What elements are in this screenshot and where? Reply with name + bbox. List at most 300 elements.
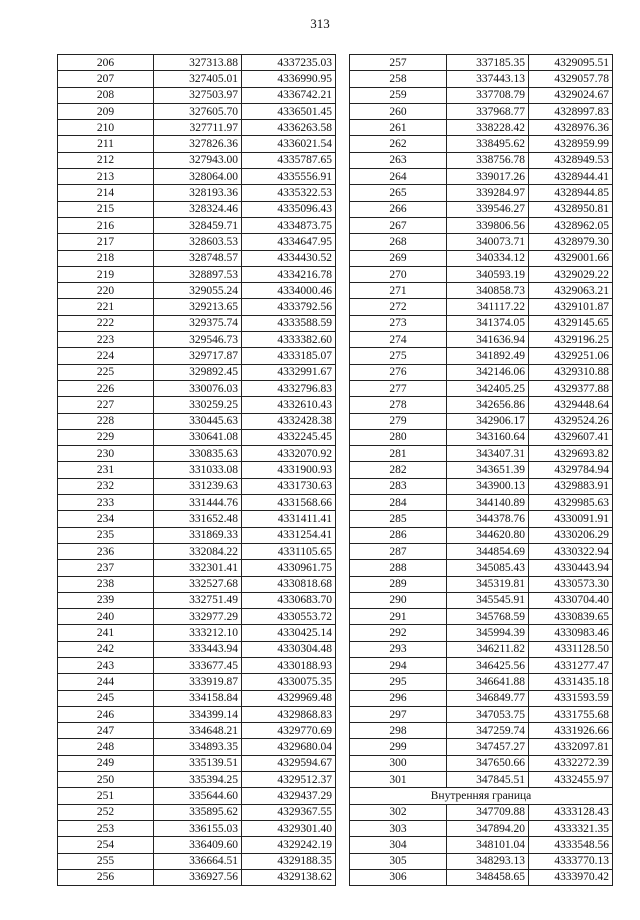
table-row: [350, 152, 613, 168]
y-coordinate: 4329057.78: [529, 71, 613, 87]
table-row: [58, 495, 336, 511]
table-row: [58, 609, 336, 625]
table-row: [350, 527, 613, 543]
x-coordinate: 328748.57: [154, 250, 242, 266]
x-coordinate: 327503.97: [154, 87, 242, 103]
point-number: 214: [58, 185, 154, 201]
x-coordinate: 328459.71: [154, 217, 242, 233]
y-coordinate: 4328950.81: [529, 201, 613, 217]
table-row: [58, 429, 336, 445]
point-number: 248: [58, 739, 154, 755]
y-coordinate: 4328959.99: [529, 136, 613, 152]
y-coordinate: 4336742.21: [242, 87, 336, 103]
x-coordinate: 338495.62: [447, 136, 529, 152]
point-number: 225: [58, 364, 154, 380]
y-coordinate: 4332455.97: [529, 772, 613, 788]
x-coordinate: 327313.88: [154, 55, 242, 71]
point-number: 227: [58, 397, 154, 413]
x-coordinate: 330641.08: [154, 429, 242, 445]
table-row: [58, 380, 336, 396]
table-row: [58, 71, 336, 87]
x-coordinate: 332527.68: [154, 576, 242, 592]
table-row: [350, 462, 613, 478]
point-number: 252: [58, 804, 154, 820]
x-coordinate: 347709.88: [447, 804, 529, 820]
x-coordinate: 331652.48: [154, 511, 242, 527]
point-number: 267: [350, 217, 447, 233]
y-coordinate: 4333321.35: [529, 820, 613, 836]
section-label: Внутренняя граница: [350, 788, 613, 804]
x-coordinate: 348293.13: [447, 853, 529, 869]
point-number: 216: [58, 217, 154, 233]
y-coordinate: 4333128.43: [529, 804, 613, 820]
y-coordinate: 4331411.41: [242, 511, 336, 527]
table-row: [58, 657, 336, 673]
table-row: [350, 837, 613, 853]
y-coordinate: 4330961.75: [242, 560, 336, 576]
x-coordinate: 348101.04: [447, 837, 529, 853]
y-coordinate: 4332272.39: [529, 755, 613, 771]
table-row: [350, 576, 613, 592]
point-number: 289: [350, 576, 447, 592]
table-row: [350, 446, 613, 462]
y-coordinate: 4331105.65: [242, 543, 336, 559]
point-number: 264: [350, 169, 447, 185]
y-coordinate: 4331730.63: [242, 478, 336, 494]
table-row: [350, 413, 613, 429]
x-coordinate: 327711.97: [154, 120, 242, 136]
y-coordinate: 4332428.38: [242, 413, 336, 429]
table-row: [58, 560, 336, 576]
y-coordinate: 4329524.26: [529, 413, 613, 429]
y-coordinate: 4330322.94: [529, 543, 613, 559]
y-coordinate: 4333792.56: [242, 299, 336, 315]
point-number: 247: [58, 723, 154, 739]
point-number: 256: [58, 869, 154, 885]
x-coordinate: 340334.12: [447, 250, 529, 266]
point-number: 272: [350, 299, 447, 315]
table-row: [58, 299, 336, 315]
table-row: [58, 55, 336, 71]
y-coordinate: 4333588.59: [242, 315, 336, 331]
x-coordinate: 334158.84: [154, 690, 242, 706]
point-number: 265: [350, 185, 447, 201]
table-row: [350, 87, 613, 103]
y-coordinate: 4337235.03: [242, 55, 336, 71]
table-row: [58, 690, 336, 706]
point-number: 229: [58, 429, 154, 445]
table-row: [58, 413, 336, 429]
x-coordinate: 335394.25: [154, 772, 242, 788]
x-coordinate: 344378.76: [447, 511, 529, 527]
point-number: 222: [58, 315, 154, 331]
x-coordinate: 340593.19: [447, 266, 529, 282]
y-coordinate: 4329680.04: [242, 739, 336, 755]
point-number: 217: [58, 234, 154, 250]
y-coordinate: 4332070.92: [242, 446, 336, 462]
point-number: 263: [350, 152, 447, 168]
table-row: [58, 706, 336, 722]
table-row: [350, 364, 613, 380]
point-number: 235: [58, 527, 154, 543]
y-coordinate: 4336501.45: [242, 103, 336, 119]
y-coordinate: 4328997.83: [529, 103, 613, 119]
y-coordinate: 4331277.47: [529, 657, 613, 673]
y-coordinate: 4336021.54: [242, 136, 336, 152]
x-coordinate: 337443.13: [447, 71, 529, 87]
y-coordinate: 4336990.95: [242, 71, 336, 87]
x-coordinate: 330259.25: [154, 397, 242, 413]
x-coordinate: 336664.51: [154, 853, 242, 869]
point-number: 275: [350, 348, 447, 364]
x-coordinate: 347053.75: [447, 706, 529, 722]
y-coordinate: 4330839.65: [529, 609, 613, 625]
table-row: [58, 674, 336, 690]
y-coordinate: 4330704.40: [529, 592, 613, 608]
table-row: [58, 87, 336, 103]
point-number: 290: [350, 592, 447, 608]
x-coordinate: 345768.59: [447, 609, 529, 625]
y-coordinate: 4330075.35: [242, 674, 336, 690]
y-coordinate: 4329377.88: [529, 380, 613, 396]
x-coordinate: 348458.65: [447, 869, 529, 885]
y-coordinate: 4329969.48: [242, 690, 336, 706]
x-coordinate: 343160.64: [447, 429, 529, 445]
x-coordinate: 347259.74: [447, 723, 529, 739]
y-coordinate: 4331593.59: [529, 690, 613, 706]
y-coordinate: 4329301.40: [242, 820, 336, 836]
y-coordinate: 4335556.91: [242, 169, 336, 185]
point-number: 276: [350, 364, 447, 380]
y-coordinate: 4329512.37: [242, 772, 336, 788]
x-coordinate: 340073.71: [447, 234, 529, 250]
x-coordinate: 347650.66: [447, 755, 529, 771]
point-number: 218: [58, 250, 154, 266]
point-number: 245: [58, 690, 154, 706]
point-number: 288: [350, 560, 447, 576]
table-row: [58, 723, 336, 739]
point-number: 261: [350, 120, 447, 136]
x-coordinate: 339806.56: [447, 217, 529, 233]
point-number: 232: [58, 478, 154, 494]
y-coordinate: 4333770.13: [529, 853, 613, 869]
table-row: [58, 217, 336, 233]
y-coordinate: 4329770.69: [242, 723, 336, 739]
point-number: 209: [58, 103, 154, 119]
point-number: 300: [350, 755, 447, 771]
point-number: 242: [58, 641, 154, 657]
x-coordinate: 327605.70: [154, 103, 242, 119]
x-coordinate: 346425.56: [447, 657, 529, 673]
table-row: [350, 299, 613, 315]
y-coordinate: 4329024.67: [529, 87, 613, 103]
table-row: [350, 706, 613, 722]
y-coordinate: 4334000.46: [242, 283, 336, 299]
table-row: [58, 169, 336, 185]
point-number: 243: [58, 657, 154, 673]
table-row: [58, 446, 336, 462]
table-row: [350, 315, 613, 331]
point-number: 297: [350, 706, 447, 722]
x-coordinate: 338228.42: [447, 120, 529, 136]
x-coordinate: 328324.46: [154, 201, 242, 217]
y-coordinate: 4329101.87: [529, 299, 613, 315]
section-header-row: [350, 788, 613, 804]
y-coordinate: 4331900.93: [242, 462, 336, 478]
point-number: 212: [58, 152, 154, 168]
table-row: [58, 120, 336, 136]
table-row: [350, 592, 613, 608]
x-coordinate: 327943.00: [154, 152, 242, 168]
table-row: [58, 201, 336, 217]
point-number: 271: [350, 283, 447, 299]
y-coordinate: 4335096.43: [242, 201, 336, 217]
table-row: [350, 674, 613, 690]
point-number: 226: [58, 380, 154, 396]
x-coordinate: 337968.77: [447, 103, 529, 119]
table-row: [58, 478, 336, 494]
point-number: 228: [58, 413, 154, 429]
y-coordinate: 4330818.68: [242, 576, 336, 592]
x-coordinate: 346211.82: [447, 641, 529, 657]
table-row: [58, 837, 336, 853]
x-coordinate: 329213.65: [154, 299, 242, 315]
point-number: 220: [58, 283, 154, 299]
x-coordinate: 334648.21: [154, 723, 242, 739]
x-coordinate: 328897.53: [154, 266, 242, 282]
point-number: 305: [350, 853, 447, 869]
table-row: [350, 804, 613, 820]
y-coordinate: 4329145.65: [529, 315, 613, 331]
y-coordinate: 4330573.30: [529, 576, 613, 592]
table-row: [58, 527, 336, 543]
y-coordinate: 4329693.82: [529, 446, 613, 462]
point-number: 266: [350, 201, 447, 217]
table-row: [58, 739, 336, 755]
y-coordinate: 4332097.81: [529, 739, 613, 755]
point-number: 259: [350, 87, 447, 103]
x-coordinate: 329546.73: [154, 332, 242, 348]
point-number: 296: [350, 690, 447, 706]
table-row: [58, 853, 336, 869]
x-coordinate: 344140.89: [447, 495, 529, 511]
x-coordinate: 327826.36: [154, 136, 242, 152]
table-row: [350, 136, 613, 152]
x-coordinate: 329055.24: [154, 283, 242, 299]
point-number: 208: [58, 87, 154, 103]
y-coordinate: 4329883.91: [529, 478, 613, 494]
x-coordinate: 332084.22: [154, 543, 242, 559]
table-row: [350, 657, 613, 673]
point-number: 224: [58, 348, 154, 364]
coordinates-table-right: [349, 54, 613, 886]
y-coordinate: 4333970.42: [529, 869, 613, 885]
table-row: [350, 641, 613, 657]
x-coordinate: 331869.33: [154, 527, 242, 543]
table-row: [350, 201, 613, 217]
point-number: 306: [350, 869, 447, 885]
point-number: 250: [58, 772, 154, 788]
point-number: 210: [58, 120, 154, 136]
y-coordinate: 4332796.83: [242, 380, 336, 396]
point-number: 233: [58, 495, 154, 511]
table-row: [350, 397, 613, 413]
y-coordinate: 4329985.63: [529, 495, 613, 511]
y-coordinate: 4331435.18: [529, 674, 613, 690]
point-number: 206: [58, 55, 154, 71]
x-coordinate: 335895.62: [154, 804, 242, 820]
x-coordinate: 342906.17: [447, 413, 529, 429]
table-row: [350, 755, 613, 771]
y-coordinate: 4334216.78: [242, 266, 336, 282]
point-number: 283: [350, 478, 447, 494]
point-number: 237: [58, 560, 154, 576]
table-row: [350, 55, 613, 71]
table-row: [58, 364, 336, 380]
x-coordinate: 339017.26: [447, 169, 529, 185]
table-row: [350, 185, 613, 201]
point-number: 277: [350, 380, 447, 396]
point-number: 270: [350, 266, 447, 282]
x-coordinate: 345994.39: [447, 625, 529, 641]
table-row: [58, 820, 336, 836]
y-coordinate: 4330425.14: [242, 625, 336, 641]
y-coordinate: 4329437.29: [242, 788, 336, 804]
y-coordinate: 4329607.41: [529, 429, 613, 445]
point-number: 295: [350, 674, 447, 690]
x-coordinate: 336409.60: [154, 837, 242, 853]
point-number: 291: [350, 609, 447, 625]
table-row: [350, 234, 613, 250]
point-number: 231: [58, 462, 154, 478]
table-row: [58, 576, 336, 592]
point-number: 253: [58, 820, 154, 836]
table-row: [58, 152, 336, 168]
x-coordinate: 333677.45: [154, 657, 242, 673]
table-row: [350, 609, 613, 625]
x-coordinate: 330076.03: [154, 380, 242, 396]
table-row: [58, 592, 336, 608]
point-number: 221: [58, 299, 154, 315]
point-number: 294: [350, 657, 447, 673]
table-row: [58, 250, 336, 266]
x-coordinate: 328603.53: [154, 234, 242, 250]
table-row: [350, 478, 613, 494]
y-coordinate: 4334430.52: [242, 250, 336, 266]
point-number: 249: [58, 755, 154, 771]
point-number: 241: [58, 625, 154, 641]
y-coordinate: 4328944.85: [529, 185, 613, 201]
coordinates-table-left: [57, 54, 336, 886]
x-coordinate: 345085.43: [447, 560, 529, 576]
point-number: 304: [350, 837, 447, 853]
y-coordinate: 4329095.51: [529, 55, 613, 71]
x-coordinate: 333212.10: [154, 625, 242, 641]
table-row: [350, 103, 613, 119]
x-coordinate: 330835.63: [154, 446, 242, 462]
table-row: [58, 625, 336, 641]
x-coordinate: 346641.88: [447, 674, 529, 690]
table-row: [350, 869, 613, 885]
y-coordinate: 4331568.66: [242, 495, 336, 511]
y-coordinate: 4333382.60: [242, 332, 336, 348]
point-number: 281: [350, 446, 447, 462]
y-coordinate: 4329029.22: [529, 266, 613, 282]
y-coordinate: 4329138.62: [242, 869, 336, 885]
coordinates-table-right-body: [350, 55, 613, 886]
table-row: [350, 71, 613, 87]
point-number: 238: [58, 576, 154, 592]
table-row: [350, 820, 613, 836]
x-coordinate: 347457.27: [447, 739, 529, 755]
x-coordinate: 345319.81: [447, 576, 529, 592]
y-coordinate: 4331254.41: [242, 527, 336, 543]
table-row: [58, 283, 336, 299]
table-row: [58, 804, 336, 820]
y-coordinate: 4328979.30: [529, 234, 613, 250]
y-coordinate: 4332610.43: [242, 397, 336, 413]
y-coordinate: 4331755.68: [529, 706, 613, 722]
table-row: [58, 315, 336, 331]
table-row: [58, 869, 336, 885]
table-row: [350, 120, 613, 136]
table-row: [58, 641, 336, 657]
y-coordinate: 4329196.25: [529, 332, 613, 348]
table-row: [58, 511, 336, 527]
x-coordinate: 339284.97: [447, 185, 529, 201]
point-number: 303: [350, 820, 447, 836]
table-row: [350, 380, 613, 396]
point-number: 302: [350, 804, 447, 820]
point-number: 251: [58, 788, 154, 804]
table-row: [58, 332, 336, 348]
table-row: [58, 755, 336, 771]
table-row: [350, 625, 613, 641]
y-coordinate: 4331926.66: [529, 723, 613, 739]
y-coordinate: 4335322.53: [242, 185, 336, 201]
y-coordinate: 4332245.45: [242, 429, 336, 445]
y-coordinate: 4329063.21: [529, 283, 613, 299]
x-coordinate: 343651.39: [447, 462, 529, 478]
table-row: [350, 332, 613, 348]
point-number: 292: [350, 625, 447, 641]
table-row: [58, 185, 336, 201]
y-coordinate: 4329594.67: [242, 755, 336, 771]
x-coordinate: 340858.73: [447, 283, 529, 299]
x-coordinate: 334399.14: [154, 706, 242, 722]
y-coordinate: 4328976.36: [529, 120, 613, 136]
table-row: [350, 853, 613, 869]
x-coordinate: 341374.05: [447, 315, 529, 331]
point-number: 246: [58, 706, 154, 722]
page-number: 313: [310, 16, 330, 31]
x-coordinate: 332977.29: [154, 609, 242, 625]
point-number: 299: [350, 739, 447, 755]
point-number: 255: [58, 853, 154, 869]
y-coordinate: 4336263.58: [242, 120, 336, 136]
x-coordinate: 331444.76: [154, 495, 242, 511]
point-number: 273: [350, 315, 447, 331]
y-coordinate: 4329367.55: [242, 804, 336, 820]
x-coordinate: 331239.63: [154, 478, 242, 494]
point-number: 287: [350, 543, 447, 559]
table-row: [350, 217, 613, 233]
point-number: 258: [350, 71, 447, 87]
x-coordinate: 344854.69: [447, 543, 529, 559]
y-coordinate: 4329310.88: [529, 364, 613, 380]
x-coordinate: 341117.22: [447, 299, 529, 315]
y-coordinate: 4334873.75: [242, 217, 336, 233]
